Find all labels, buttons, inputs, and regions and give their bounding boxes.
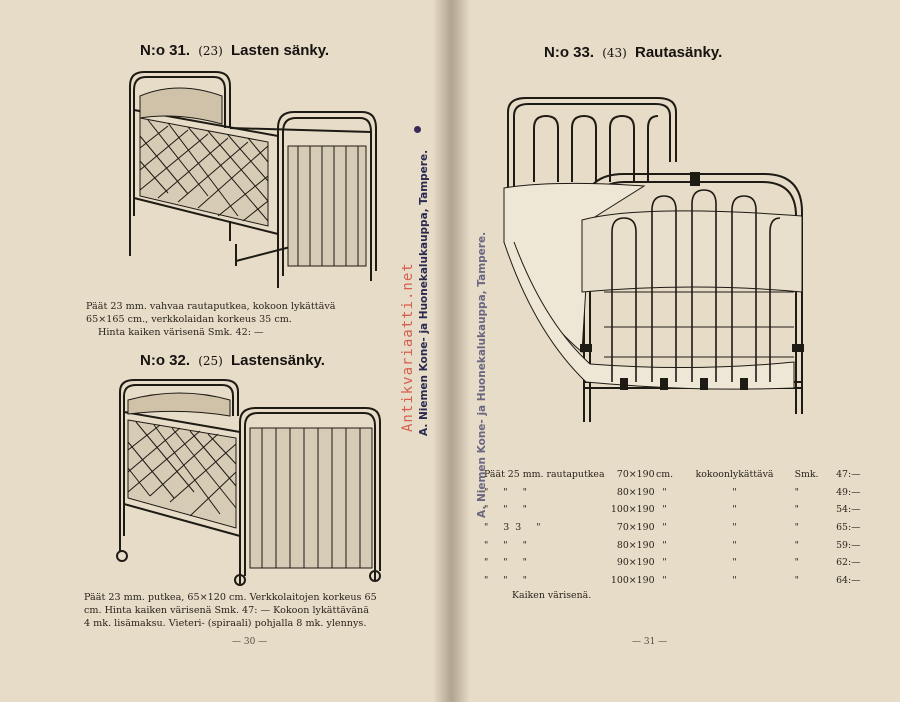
price-desc: " bbox=[732, 522, 737, 534]
table-row bbox=[484, 519, 861, 537]
price-value: 49:— bbox=[836, 486, 861, 498]
price-table bbox=[484, 466, 861, 589]
price-size: 80×190 bbox=[616, 486, 655, 498]
price-currency: " bbox=[794, 557, 799, 569]
price-spec: " " " bbox=[484, 539, 533, 551]
price-size: 90×190 bbox=[616, 557, 655, 569]
right-vertical-text: A. Niemen Kone- ja Huonekalukauppa, Tampere. bbox=[476, 231, 488, 518]
bed-33-illustration bbox=[494, 92, 866, 428]
price-currency: Smk. bbox=[794, 469, 819, 481]
item32-desc-line-3: 4 mk. lisämaksu. Vieteri- (spiraali) pohjalla 8 mk. ylennys. bbox=[84, 618, 367, 629]
item33-title: Rautasänky. bbox=[635, 44, 723, 61]
item31-desc-line-2: 65×165 cm., verkkolaidan korkeus 35 cm. bbox=[86, 314, 292, 325]
item33-heading bbox=[544, 44, 722, 61]
price-unit: " bbox=[662, 504, 667, 516]
right-page-number: — 31 — bbox=[632, 637, 668, 647]
price-currency: " bbox=[794, 522, 799, 534]
price-unit: " bbox=[662, 522, 667, 534]
table-row bbox=[484, 501, 861, 519]
price-desc: kokoonlykättävä bbox=[695, 469, 774, 481]
price-spec: " " " bbox=[484, 504, 533, 516]
item31-number: N:o 31. bbox=[140, 42, 191, 59]
footnote: Kaiken värisenä. bbox=[512, 590, 592, 601]
price-spec: " 33 " bbox=[484, 522, 547, 534]
price-unit: " bbox=[662, 486, 667, 498]
price-unit: " bbox=[662, 539, 667, 551]
item31-desc-line-1: Päät 23 mm. vahvaa rautaputkea, kokoon lykättävä bbox=[86, 301, 336, 312]
item32-desc-line-1: Päät 23 mm. putkea, 65×120 cm. Verkkolaitojen korkeus 65 bbox=[84, 592, 377, 603]
table-row bbox=[484, 484, 861, 502]
item32-heading bbox=[140, 352, 325, 369]
price-spec: Päät 25 mm. rautaputkea bbox=[484, 469, 605, 481]
price-value: 65:— bbox=[836, 522, 861, 534]
item32-description bbox=[84, 591, 377, 630]
item32-desc-line-2: cm. Hinta kaiken värisenä Smk. 47: — Kokoon lykättävänä bbox=[84, 605, 369, 616]
price-unit: " bbox=[662, 574, 667, 586]
price-desc: " bbox=[732, 557, 737, 569]
margin-bullet bbox=[414, 126, 421, 133]
item33-code: (43) bbox=[602, 46, 627, 60]
price-desc: " bbox=[732, 574, 737, 586]
table-row bbox=[484, 554, 861, 572]
price-unit: cm. bbox=[656, 469, 674, 481]
crib-31-illustration bbox=[118, 66, 403, 291]
crib-32-illustration bbox=[110, 376, 395, 588]
watermark: Antikvariaatti.net bbox=[400, 262, 416, 432]
table-row bbox=[484, 536, 861, 554]
item32-code: (25) bbox=[198, 354, 223, 368]
price-size: 80×190 bbox=[616, 539, 655, 551]
price-currency: " bbox=[794, 486, 799, 498]
left-page-number: — 30 — bbox=[232, 637, 268, 647]
left-vertical-text: A. Niemen Kone- ja Huonekalukauppa, Tampere. bbox=[418, 149, 430, 436]
price-value: 54:— bbox=[836, 504, 861, 516]
price-value: 62:— bbox=[836, 557, 861, 569]
price-desc: " bbox=[732, 504, 737, 516]
price-currency: " bbox=[794, 574, 799, 586]
price-desc: " bbox=[732, 539, 737, 551]
price-size: 70×190 bbox=[616, 469, 655, 481]
price-spec: " " " bbox=[484, 557, 533, 569]
item31-code: (23) bbox=[198, 44, 223, 58]
price-currency: " bbox=[794, 504, 799, 516]
price-currency: " bbox=[794, 539, 799, 551]
table-row bbox=[484, 572, 861, 590]
item31-description bbox=[86, 300, 335, 339]
item31-desc-line-3: Hinta kaiken värisenä Smk. 42: — bbox=[98, 327, 264, 338]
price-spec: " " " bbox=[484, 574, 533, 586]
price-size: 100×190 bbox=[610, 574, 655, 586]
table-row bbox=[484, 466, 861, 484]
item33-number: N:o 33. bbox=[544, 44, 595, 61]
price-size: 70×190 bbox=[616, 522, 655, 534]
item32-number: N:o 32. bbox=[140, 352, 191, 369]
item31-heading bbox=[140, 42, 329, 59]
price-desc: " bbox=[732, 486, 737, 498]
right-page bbox=[452, 0, 900, 702]
price-value: 59:— bbox=[836, 539, 861, 551]
price-spec: " " " bbox=[484, 486, 533, 498]
item31-title: Lasten sänky. bbox=[231, 42, 330, 59]
price-value: 64:— bbox=[836, 574, 861, 586]
price-value: 47:— bbox=[836, 469, 861, 481]
item32-title: Lastensänky. bbox=[231, 352, 325, 369]
price-size: 100×190 bbox=[610, 504, 655, 516]
price-unit: " bbox=[662, 557, 667, 569]
